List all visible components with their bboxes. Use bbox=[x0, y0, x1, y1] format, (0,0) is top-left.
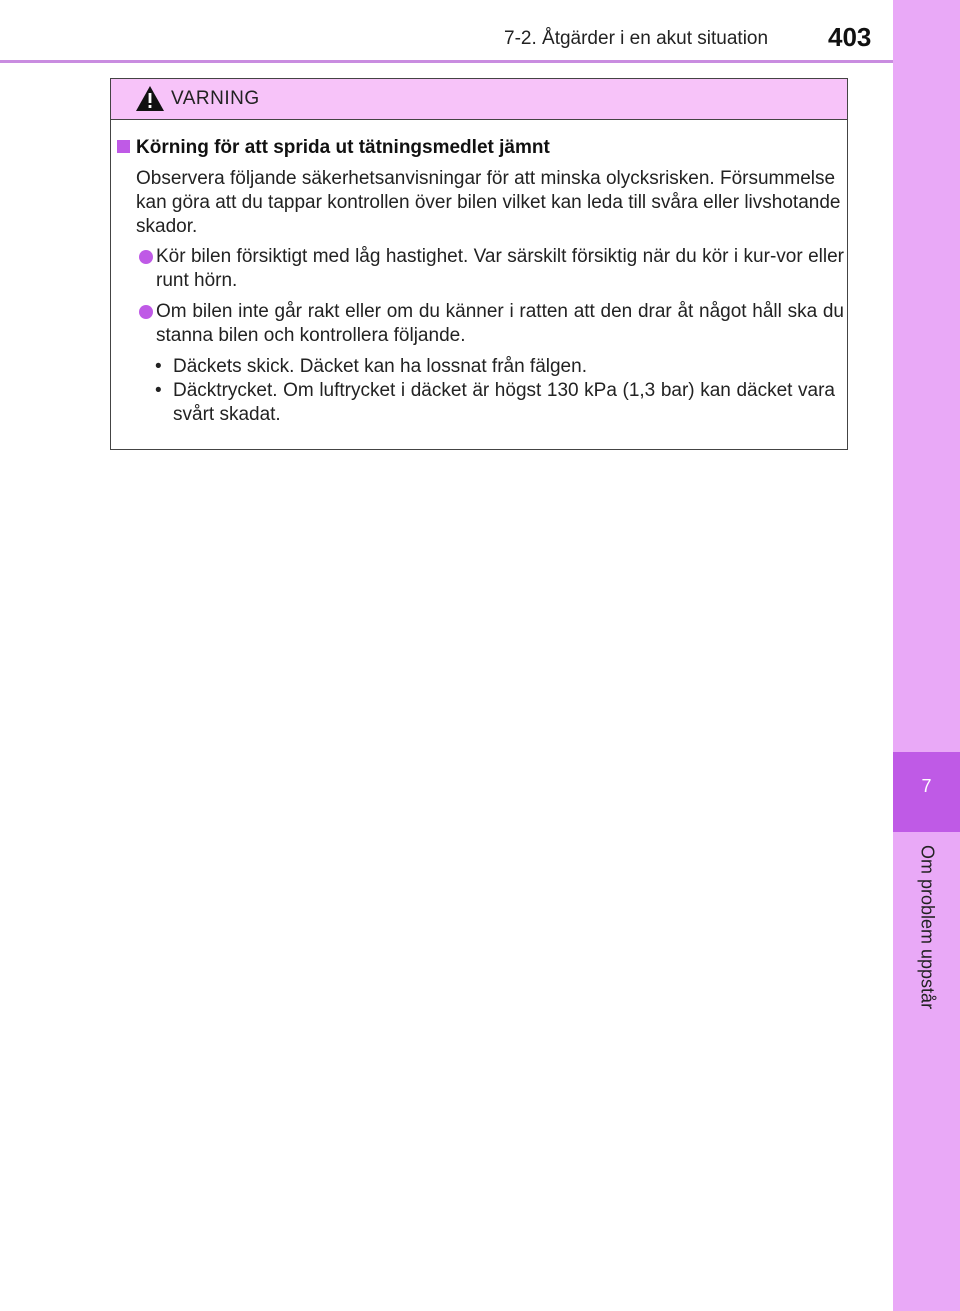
warning-label: VARNING bbox=[171, 88, 260, 109]
warning-triangle-icon bbox=[135, 85, 165, 112]
bullet-item bbox=[136, 300, 844, 348]
bullet-text: Kör bilen försiktigt med låg hastighet. Var särskilt försiktig när du kör i kur-vor eller runt hörn. bbox=[156, 246, 844, 291]
sub-bullet-marker: • bbox=[155, 356, 162, 377]
sub-bullet-text: Däckets skick. Däcket kan ha lossnat från fälgen. bbox=[173, 356, 587, 377]
chapter-number: 7 bbox=[921, 776, 932, 796]
sub-bullet-item bbox=[153, 379, 835, 427]
bullet-text: Om bilen inte går rakt eller om du känner i ratten att den drar åt något håll ska du stanna bilen och kontrollera följande. bbox=[156, 301, 844, 346]
circle-bullet-icon bbox=[139, 305, 153, 319]
sub-bullet-item bbox=[153, 355, 835, 379]
sub-bullet-text: Däcktrycket. Om luftrycket i däcket är högst 130 kPa (1,3 bar) kan däcket vara svårt skadat. bbox=[173, 380, 835, 425]
circle-bullet-icon bbox=[139, 250, 153, 264]
warning-box bbox=[110, 78, 848, 450]
section-title: 7-2. Åtgärder i en akut situation bbox=[504, 28, 769, 49]
chapter-side-tab bbox=[893, 0, 960, 1311]
sub-bullet-marker: • bbox=[155, 380, 162, 401]
warning-subheading-text: Körning för att sprida ut tätningsmedlet jämnt bbox=[136, 137, 550, 158]
chapter-number-tab[interactable] bbox=[893, 752, 960, 832]
page-number: 403 bbox=[828, 22, 872, 52]
square-bullet-icon bbox=[117, 140, 130, 153]
chapter-title: Om problem uppstår bbox=[917, 845, 938, 1010]
bullet-item bbox=[136, 245, 844, 293]
warning-subheading bbox=[117, 137, 550, 159]
warning-header bbox=[111, 79, 847, 120]
warning-intro: Observera följande säkerhetsanvisningar för att minska olycksrisken. Försummelse kan göra att du tappar kontrollen över bilen vilket kan leda till svåra eller livshotande skador. bbox=[136, 168, 841, 237]
header-rule bbox=[0, 60, 893, 63]
